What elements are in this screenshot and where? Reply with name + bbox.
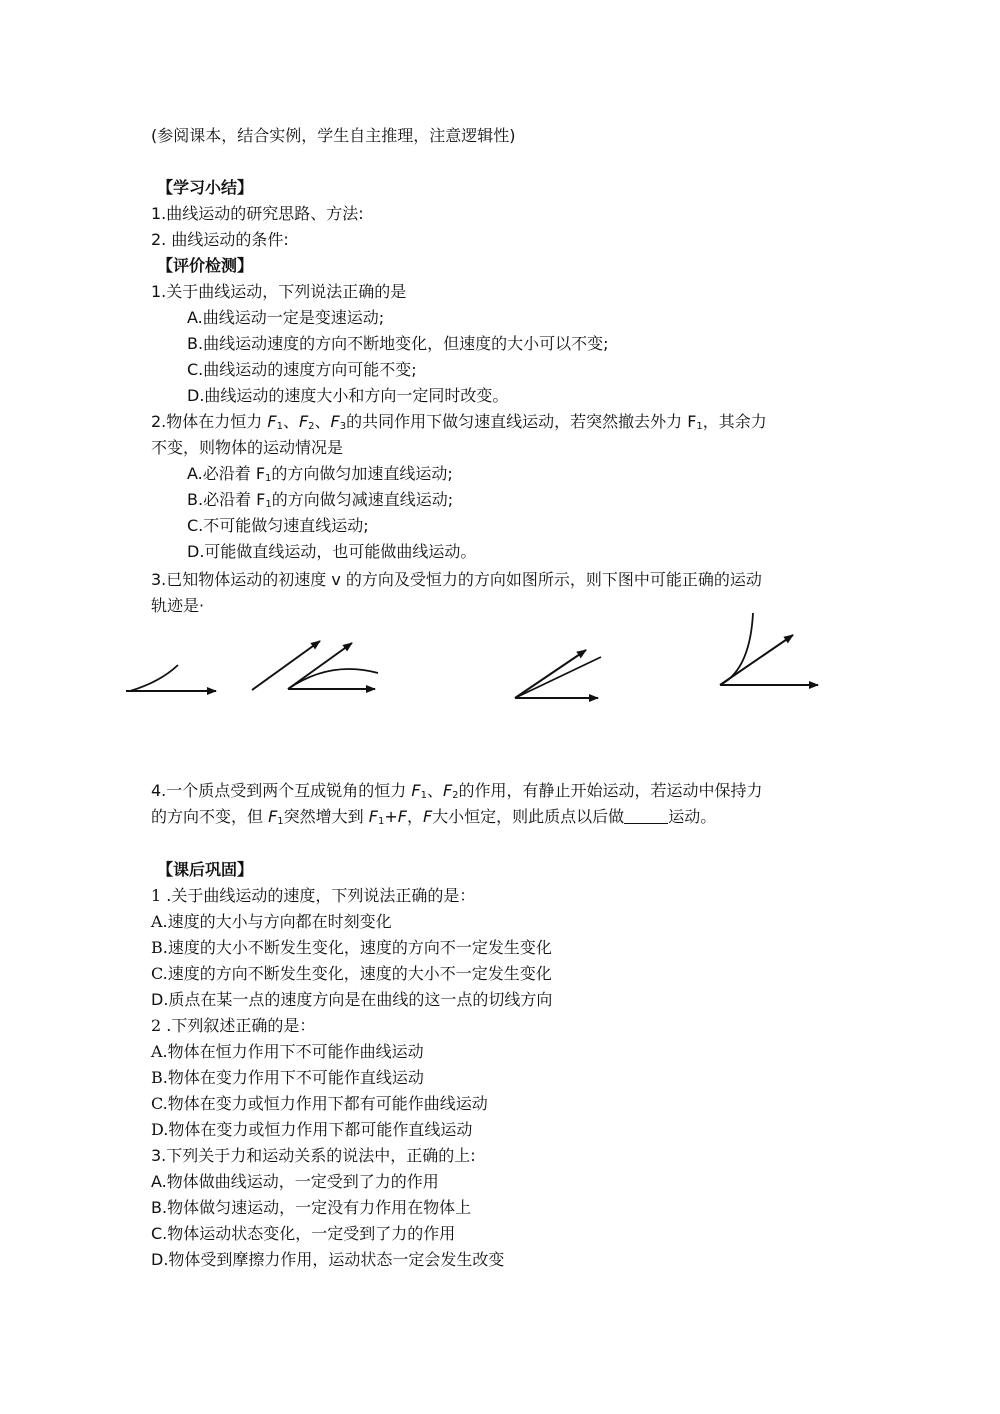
summary-item-2: 2. 曲线运动的条件: <box>151 230 289 249</box>
text: 、 <box>426 781 443 800</box>
evaluation-heading: 【评价检测】 <box>157 256 254 275</box>
eval-q1-option-c: C.曲线运动的速度方向可能不变; <box>187 360 417 379</box>
cons-q2-option-c: C.物体在变力或恒力作用下都有可能作曲线运动 <box>151 1094 488 1113</box>
text: 的方向做匀加速直线运动; <box>271 464 453 483</box>
cons-q3-option-c: C.物体运动状态变化，一定受到了力的作用 <box>151 1224 456 1243</box>
consolidation-heading: 【课后巩固】 <box>157 860 254 879</box>
eval-q2-option-c: C.不可能做匀速直线运动; <box>187 516 369 535</box>
text: 的作用，有静止开始运动，若运动中保持力 <box>458 781 763 800</box>
cons-q2-stem: 2 .下列叙述正确的是： <box>151 1016 316 1035</box>
answer-blank[interactable] <box>624 809 668 824</box>
text: + <box>384 807 398 826</box>
subscript: 1 <box>265 499 272 510</box>
cons-q1-option-b: B.速度的大小不断发生变化，速度的方向不一定发生变化 <box>151 938 552 957</box>
text: 的方向做匀减速直线运动; <box>271 490 454 509</box>
text: 、 <box>314 412 331 431</box>
figure-d <box>720 613 818 685</box>
text: 大小恒定，则此质点以后做 <box>432 807 625 826</box>
cons-q3-option-a: A.物体做曲线运动，一定受到了力的作用 <box>151 1172 439 1191</box>
summary-item-1: 1.曲线运动的研究思路、方法: <box>151 204 364 223</box>
subscript: 1 <box>265 473 272 484</box>
force-symbol: F <box>268 807 278 826</box>
force-symbol: F <box>368 807 378 826</box>
text: B.必沿着 F <box>187 490 266 509</box>
eval-q1-option-b: B.曲线运动速度的方向不断地变化，但速度的大小可以不变; <box>187 334 609 353</box>
eval-q3-stem-line1: 3.已知物体运动的初速度 v 的方向及受恒力的方向如图所示，则下图中可能正确的运动 <box>151 570 762 589</box>
text: ，其余力 <box>702 412 767 431</box>
force-symbol: F <box>330 412 340 431</box>
eval-q1-stem: 1.关于曲线运动，下列说法正确的是 <box>151 282 407 301</box>
subscript: 1 <box>420 790 427 801</box>
eval-q1-option-a: A.曲线运动一定是变速运动; <box>187 308 385 327</box>
cons-q1-option-d: D.质点在某一点的速度方向是在曲线的这一点的切线方向 <box>151 990 553 1009</box>
eval-q4-line1 <box>151 781 763 806</box>
figure-b <box>252 641 378 690</box>
subscript: 2 <box>308 421 315 432</box>
subscript: 3 <box>339 421 347 432</box>
subscript: 1 <box>377 816 385 827</box>
eval-q1-option-d: D.曲线运动的速度大小和方向一定同时改变。 <box>187 386 509 405</box>
subscript: 2 <box>452 790 459 801</box>
cons-q3-option-d: D.物体受到摩擦力作用，运动状态一定会发生改变 <box>151 1250 505 1269</box>
text: 2.物体在力恒力 <box>151 412 268 431</box>
eval-q2-stem-line2: 不变，则物体的运动情况是 <box>151 438 344 457</box>
subscript: 1 <box>277 816 284 827</box>
cons-q3-option-b: B.物体做匀速运动，一定没有力作用在物体上 <box>151 1198 472 1217</box>
force-symbol: F <box>267 412 277 431</box>
cons-q1-stem: 1 .关于曲线运动的速度，下列说法正确的是： <box>151 886 476 905</box>
cons-q2-option-d: D.物体在变力或恒力作用下都可能作直线运动 <box>151 1120 473 1139</box>
intro-note: (参阅课本，结合实例，学生自主推理，注意逻辑性) <box>151 126 516 145</box>
force-symbol: F <box>422 807 433 826</box>
force-symbol: F <box>298 412 309 431</box>
cons-q1-option-c: C.速度的方向不断发生变化，速度的大小不一定发生变化 <box>151 964 552 983</box>
subscript: 1 <box>696 421 703 432</box>
figure-c <box>515 650 601 698</box>
subscript: 1 <box>276 421 283 432</box>
summary-heading: 【学习小结】 <box>157 178 254 197</box>
cons-q2-option-b: B.物体在变力作用下不可能作直线运动 <box>151 1068 424 1087</box>
text: 、 <box>282 412 299 431</box>
text: ， <box>406 807 423 826</box>
cons-q1-option-a: A.速度的大小与方向都在时刻变化 <box>151 912 392 931</box>
eval-q4-line2 <box>151 807 716 832</box>
text: 的方向不变，但 <box>151 807 269 826</box>
text: 4.一个质点受到两个互成锐角的恒力 <box>151 781 412 800</box>
force-symbol: F <box>397 807 407 826</box>
cons-q3-stem: 3.下列关于力和运动关系的说法中，正确的上: <box>151 1146 476 1165</box>
force-symbol: F <box>411 781 421 800</box>
cons-q2-option-a: A.物体在恒力作用下不可能作曲线运动 <box>151 1042 424 1061</box>
text: 的共同作用下做匀速直线运动，若突然撤去外力 F <box>346 412 697 431</box>
text: A.必沿着 F <box>187 464 266 483</box>
eval-q3-stem-line2: 轨迹是· <box>151 596 205 615</box>
force-symbol: F <box>442 781 453 800</box>
figure-a <box>126 665 216 691</box>
text: 运动。 <box>668 807 717 826</box>
eval-q2-option-d: D.可能做直线运动，也可能做曲线运动。 <box>187 542 477 561</box>
text: 突然增大到 <box>283 807 369 826</box>
